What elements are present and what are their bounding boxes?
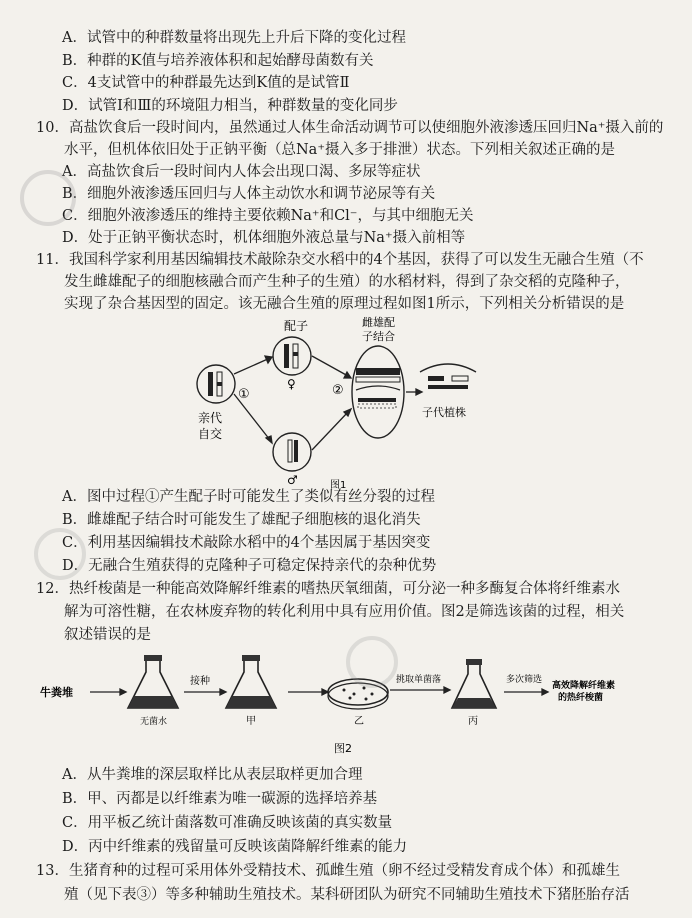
q10-stem-line1: 10．高盐饮食后一段时间内，虽然通过人体生命活动调节可以使细胞外液渗透压回归Na⁺摄入前的: [36, 120, 664, 136]
q13-stem-line1: 13．生猪育种的过程可采用体外受精技术、孤雌生殖（卵不经过受精发育成个体）和孤雄生: [36, 863, 620, 879]
fig1-male-gamete: [273, 433, 311, 471]
fig1-step1: ①: [238, 387, 250, 402]
q12-option-d: D．丙中纤维素的残留量可反映该菌降解纤维素的能力: [62, 839, 408, 855]
fig1-parent-label-2: 自交: [198, 427, 223, 441]
q9-option-c: C．4支试管中的种群最先达到K值的是试管Ⅱ: [62, 75, 350, 91]
q12-option-c: C．用平板乙统计菌落数可准确反映该菌的真实数量: [62, 815, 393, 831]
fig2-flask-jia: [226, 655, 276, 708]
q11-stem-line3: 实现了杂合基因型的固定。该无融合生殖的原理过程如图1所示，下列相关分析错误的是: [64, 296, 625, 312]
fig1-gamete-label: 配子: [284, 319, 309, 333]
fig2-arrows: [90, 687, 548, 695]
fig1-male-symbol: ♂: [287, 473, 298, 487]
fig2-flask-sterile-water: [128, 655, 178, 708]
q11-option-a: A．图中过程①产生配子时可能发生了类似有丝分裂的过程: [62, 489, 435, 505]
fig2-inoculate-label: 接种: [190, 676, 210, 687]
q12-stem-line1: 12．热纤梭菌是一种能高效降解纤维素的嗜热厌氧细菌，可分泌一种多酶复合体将纤维素水: [36, 581, 620, 597]
q10-stem-line2: 水平，但机体依旧处于正钠平衡（总Na⁺摄入多于排泄）状态。下列相关叙述正确的是: [64, 142, 615, 158]
fig1-female-gamete: [273, 337, 311, 375]
fig1-female-symbol: ♀: [287, 377, 296, 391]
q10-option-a: A．高盐饮食后一段时间内人体会出现口渴、多尿等症状: [62, 164, 421, 180]
fig1-fusion-label-2: 子结合: [362, 330, 395, 343]
fig2-multi-screen-label: 多次筛选: [506, 675, 543, 685]
fig2-flask0-label: 无菌水: [140, 717, 168, 727]
q12-option-b: B．甲、丙都是以纤维素为唯一碳源的选择培养基: [62, 791, 378, 807]
fig1-step2: ②: [332, 383, 344, 398]
q10-option-b: B．细胞外液渗透压回归与人体主动饮水和调节泌尿等有关: [62, 186, 436, 202]
fig2-flask-bing: [452, 659, 496, 708]
fig2-flask1-label: 甲: [246, 716, 256, 727]
q9-option-d: D．试管Ⅰ和Ⅲ的环境阻力相当，种群数量的变化同步: [62, 98, 398, 114]
figure-1: [190, 312, 490, 490]
q9-option-a: A．试管中的种群数量将出现先上升后下降的变化过程: [62, 30, 406, 46]
fig1-offspring-label: 子代植株: [422, 406, 466, 419]
fig1-fusion-cell: [352, 346, 404, 438]
fig1-caption: 图1: [330, 480, 347, 490]
figure-2: [38, 650, 658, 760]
q11-option-b: B．雌雄配子结合时可能发生了雄配子细胞核的退化消失: [62, 512, 421, 528]
fig1-offspring-cell: [420, 364, 476, 389]
q9-option-b: B．种群的K值与培养液体积和起始酵母菌数有关: [62, 53, 374, 69]
q11-stem-line1: 11．我国科学家利用基因编辑技术敲除杂交水稻中的4个基因，获得了可以发生无融合生殖（不: [36, 252, 644, 268]
q11-stem-line2: 发生雌雄配子的细胞核融合而产生种子的生殖）的水稻材料，得到了杂交稻的克隆种子，: [64, 274, 630, 290]
fig2-source-label: 牛粪堆: [40, 686, 73, 699]
fig2-petri-dish: [328, 679, 388, 709]
q12-option-a: A．从牛粪堆的深层取样比从表层取样更加合理: [62, 767, 363, 783]
fig1-parent-label-1: 亲代: [198, 411, 223, 425]
q10-option-c: C．细胞外液渗透压的维持主要依赖Na⁺和Cl⁻，与其中细胞无关: [62, 208, 474, 224]
fig2-result-label-1: 高效降解纤维素: [552, 681, 616, 691]
q12-stem-line2: 解为可溶性糖，在农林废弃物的转化利用中具有应用价值。图2是筛选该菌的过程，相关: [64, 604, 625, 620]
q11-option-c: C．利用基因编辑技术敲除水稻中的4个基因属于基因突变: [62, 535, 431, 551]
fig2-flask2-label: 丙: [468, 716, 478, 727]
fig2-result-label-2: 的热纤梭菌: [558, 693, 604, 703]
fig2-caption: 图2: [334, 742, 352, 755]
q11-option-d: D．无融合生殖获得的克隆种子可稳定保持亲代的杂种优势: [62, 558, 437, 574]
fig1-parent-cell: [197, 365, 235, 403]
fig1-fusion-label-1: 雌雄配: [362, 316, 395, 329]
fig2-dish-label: 乙: [354, 716, 364, 727]
q12-stem-line3: 叙述错误的是: [64, 627, 151, 643]
q13-stem-line2: 殖（见下表③）等多种辅助生殖技术。某科研团队为研究不同辅助生殖技术下猪胚胎存活: [64, 887, 630, 903]
q10-option-d: D．处于正钠平衡状态时，机体细胞外液总量与Na⁺摄入前相等: [62, 230, 466, 246]
fig2-select-colony-label: 挑取单菌落: [396, 675, 442, 685]
